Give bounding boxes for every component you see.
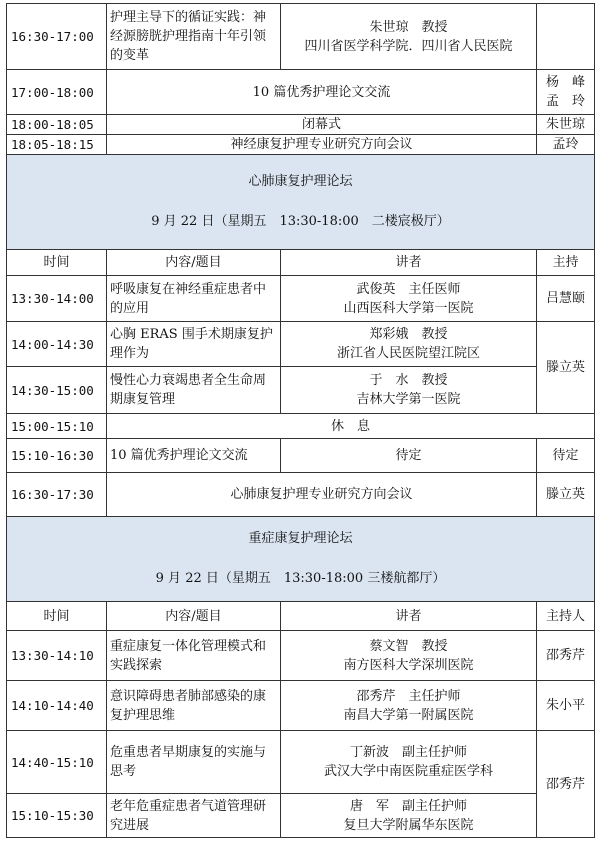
topic-cell: 10 篇优秀护理论文交流 bbox=[107, 70, 537, 115]
host-cell: 滕立英 bbox=[537, 322, 595, 414]
table-row bbox=[7, 367, 595, 414]
time-cell: 14:10-14:40 bbox=[7, 681, 107, 731]
section-banner bbox=[7, 155, 595, 250]
column-header-time: 时间 bbox=[7, 602, 107, 631]
topic-cell: 心胸 ERAS 围手术期康复护理作为 bbox=[107, 322, 281, 367]
section-header bbox=[7, 155, 595, 250]
table-row bbox=[7, 414, 595, 439]
host-cell: 邵秀芹 bbox=[537, 731, 595, 838]
topic-cell: 意识障碍患者肺部感染的康复护理思维 bbox=[107, 681, 281, 731]
speaker-cell bbox=[281, 681, 537, 731]
time-cell: 15:10-16:30 bbox=[7, 439, 107, 473]
time-cell: 14:40-15:10 bbox=[7, 731, 107, 794]
speaker-affiliation: 四川省医学科学院．四川省人民医院 bbox=[304, 38, 513, 54]
topic-cell: 闭幕式 bbox=[107, 115, 537, 135]
topic-cell: 危重患者早期康复的实施与思考 bbox=[107, 731, 281, 794]
speaker-name: 郑彩娥 教授 bbox=[369, 327, 448, 342]
column-header-row bbox=[7, 250, 595, 276]
time-cell: 13:30-14:10 bbox=[7, 631, 107, 681]
topic-cell: 重症康复一体化管理模式和实践探索 bbox=[107, 631, 281, 681]
host-cell: 滕立英 bbox=[537, 473, 595, 517]
host-cell: 待定 bbox=[537, 439, 595, 473]
host-name: 孟 玲 bbox=[545, 94, 585, 109]
speaker-cell bbox=[281, 322, 537, 367]
topic-cell: 护理主导下的循证实践：神经源膀胱护理指南十年引领的变革 bbox=[107, 4, 281, 70]
speaker-cell: 待定 bbox=[281, 439, 537, 473]
column-header-host: 主持 bbox=[537, 250, 595, 276]
speaker-name: 朱世琼 教授 bbox=[369, 19, 448, 35]
time-cell: 14:30-15:00 bbox=[7, 367, 107, 414]
section-date: 9 月 22 日（星期五 13:30-18:00 三楼航都厅） bbox=[155, 571, 446, 586]
speaker-affiliation: 南昌大学第一附属医院 bbox=[343, 707, 474, 723]
time-cell: 18:05-18:15 bbox=[7, 135, 107, 155]
column-header-host: 主持人 bbox=[537, 602, 595, 631]
column-header-speaker: 讲者 bbox=[281, 602, 537, 631]
speaker-cell bbox=[281, 367, 537, 414]
time-cell: 15:00-15:10 bbox=[7, 414, 107, 439]
column-header-topic: 内容/题目 bbox=[107, 250, 281, 276]
speaker-affiliation: 山西医科大学第一医院 bbox=[343, 300, 474, 316]
host-cell: 吕慧颐 bbox=[537, 276, 595, 322]
speaker-cell bbox=[281, 631, 537, 681]
speaker-affiliation: 吉林大学第一医院 bbox=[356, 392, 461, 407]
host-name: 杨 峰 bbox=[545, 75, 585, 90]
column-header-time: 时间 bbox=[7, 250, 107, 276]
host-cell bbox=[537, 4, 595, 70]
table-row bbox=[7, 439, 595, 473]
table-row bbox=[7, 115, 595, 135]
topic-cell: 呼吸康复在神经重症患者中的应用 bbox=[107, 276, 281, 322]
time-cell: 15:10-15:30 bbox=[7, 794, 107, 838]
time-cell: 16:30-17:00 bbox=[7, 4, 107, 70]
column-header-row bbox=[7, 602, 595, 631]
table-row bbox=[7, 731, 595, 794]
host-cell: 孟玲 bbox=[537, 135, 595, 155]
table-row bbox=[7, 4, 595, 70]
section-title: 心肺康复护理论坛 bbox=[248, 174, 353, 189]
table-row bbox=[7, 322, 595, 367]
time-cell: 16:30-17:30 bbox=[7, 473, 107, 517]
table-row bbox=[7, 135, 595, 155]
time-cell: 18:00-18:05 bbox=[7, 115, 107, 135]
table-row bbox=[7, 473, 595, 517]
topic-cell: 慢性心力衰竭患者全生命周期康复管理 bbox=[107, 367, 281, 414]
topic-cell: 老年危重症患者气道管理研究进展 bbox=[107, 794, 281, 838]
table-row bbox=[7, 794, 595, 838]
speaker-name: 唐 军 副主任护师 bbox=[349, 798, 467, 814]
table-row bbox=[7, 276, 595, 322]
speaker-name: 蔡文智 教授 bbox=[369, 638, 448, 654]
column-header-speaker: 讲者 bbox=[281, 250, 537, 276]
speaker-name: 于 水 教授 bbox=[369, 373, 448, 388]
speaker-name: 武俊英 主任医师 bbox=[356, 281, 461, 297]
column-header-topic: 内容/题目 bbox=[107, 602, 281, 631]
break-cell: 休 息 bbox=[107, 414, 595, 439]
speaker-affiliation: 武汉大学中南医院重症医学科 bbox=[323, 764, 493, 779]
section-date: 9 月 22 日（星期五 13:30-18:00 二楼宸极厅） bbox=[151, 214, 450, 229]
topic-cell: 心肺康复护理专业研究方向会议 bbox=[107, 473, 537, 517]
speaker-affiliation: 浙江省人民医院望江院区 bbox=[336, 346, 480, 361]
speaker-name: 丁新波 副主任护师 bbox=[349, 745, 467, 760]
speaker-name: 邵秀芹 主任护师 bbox=[356, 688, 461, 704]
time-cell: 14:00-14:30 bbox=[7, 322, 107, 367]
speaker-affiliation: 南方医科大学深圳医院 bbox=[343, 657, 474, 673]
speaker-cell bbox=[281, 794, 537, 838]
section-header bbox=[7, 517, 595, 602]
host-cell: 朱世琼 bbox=[537, 115, 595, 135]
topic-cell: 10 篇优秀护理论文交流 bbox=[107, 439, 281, 473]
topic-cell: 神经康复护理专业研究方向会议 bbox=[107, 135, 537, 155]
host-cell bbox=[537, 70, 595, 115]
table-row bbox=[7, 681, 595, 731]
host-cell: 邵秀芹 bbox=[537, 631, 595, 681]
table-row bbox=[7, 70, 595, 115]
speaker-affiliation: 复旦大学附属华东医院 bbox=[343, 817, 474, 833]
speaker-cell bbox=[281, 4, 537, 70]
host-cell: 朱小平 bbox=[537, 681, 595, 731]
section-banner bbox=[7, 517, 595, 602]
table-row bbox=[7, 631, 595, 681]
speaker-cell bbox=[281, 276, 537, 322]
schedule-table bbox=[6, 3, 595, 838]
time-cell: 17:00-18:00 bbox=[7, 70, 107, 115]
time-cell: 13:30-14:00 bbox=[7, 276, 107, 322]
speaker-cell bbox=[281, 731, 537, 794]
section-title: 重症康复护理论坛 bbox=[248, 531, 353, 546]
